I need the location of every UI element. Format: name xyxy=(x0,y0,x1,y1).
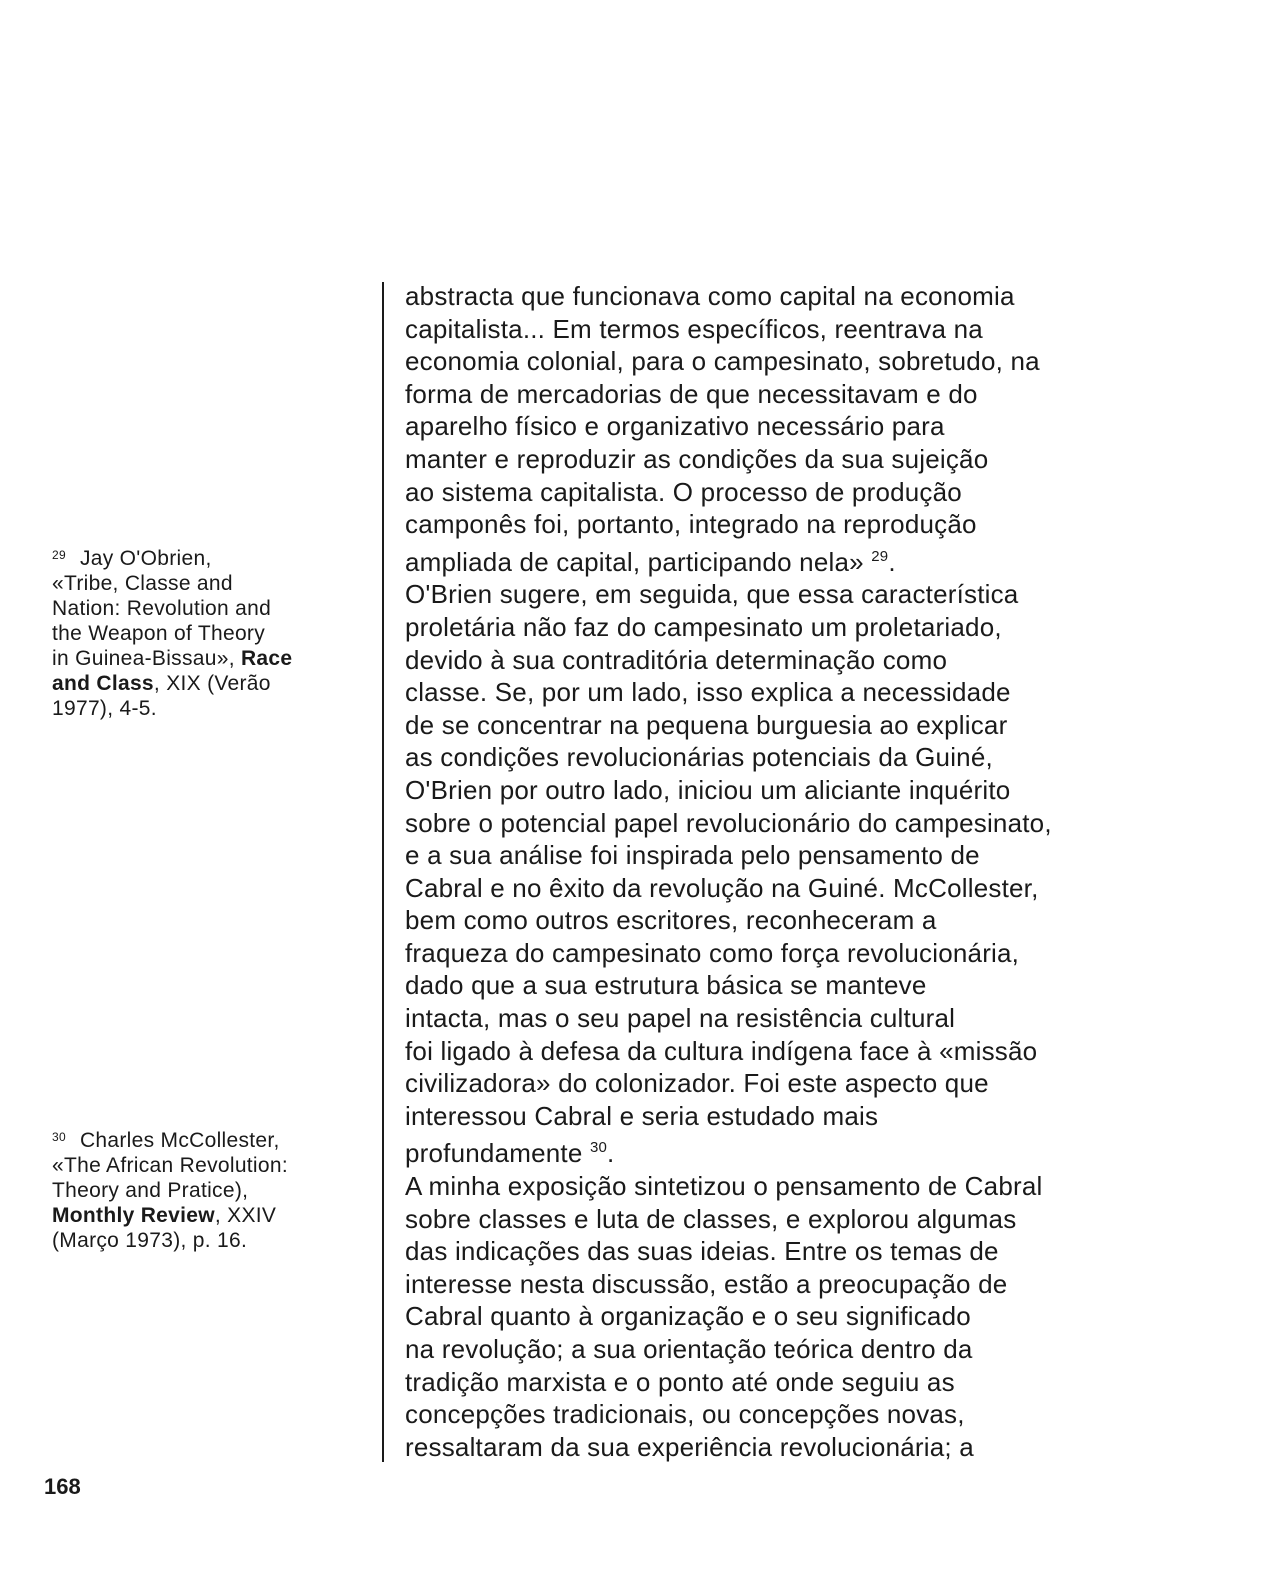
footnote-number: 30 xyxy=(52,1130,66,1144)
footnote-number: 29 xyxy=(52,548,66,562)
footnote-ref-29: 29 xyxy=(871,547,889,565)
journal-title: and Class xyxy=(52,672,154,695)
column-divider xyxy=(382,282,384,1462)
footnote-30: $^{30}$ Charles McCollester, «The African Revolution: Theory and Pratice), Monthly Review, XXIV (Março 1973), p. 16. xyxy=(52,1129,288,1252)
journal-title: Race xyxy=(240,647,293,670)
body-text: abstracta que funcionava como capital na economia capitalista... Em termos específicos, reentrava na economia colonial, para o campesinato, sobretudo, na forma de mercadorias de que necessitavam e do aparelho físico e organizativo necessário para manter e reproduzir as condições da sua sujeição ao sistema capitalista. O processo de produção camponês foi, portanto, integrado na reprodução ampliada de capital, participando nela» $^{29}$. O'Brien sugere, em seguida, que essa característica proletária não faz do campesinato um proletariado, devido à sua contraditória determinação como classe. Se, por um lado, isso explica a necessidade de se concentrar na pequena burguesia ao explicar as condições revolucionárias potenciais da Guiné, O'Brien por outro lado, iniciou um aliciante inquérito sobre o potencial papel revolucionário do campesinato, e a sua análise foi inspirada pelo pensamento de Cabral e no êxito da revolução na Guiné. McCollester, bem como outros escritores, reconheceram a fraqueza do campesinato como força revolucionária, dado que a sua estrutura básica se manteve intacta, mas o seu papel na resistência cultural foi ligado à defesa da cultura indígena face à «missão civilizadora» do colonizador. Foi este aspecto que interessou Cabral e seria estudado mais profundamente $^{30}$. A minha exposição sintetizou o pensamento de Cabral sobre classes e luta de classes, e explorou algumas das indicações das suas ideias. Entre os temas de interesse nesta discussão, estão a preocupação de Cabral quanto à organização e o seu significado na revolução; a sua orientação teórica dentro da tradição marxista e o ponto até onde seguiu as concepções tradicionais, ou concepções novas, ressaltaram da sua experiência revolucionária; a xyxy=(405,281,1052,1462)
page-number: 168 xyxy=(44,1474,81,1499)
journal-title: Monthly Review xyxy=(52,1204,215,1227)
footnote-ref-30: 30 xyxy=(589,1139,608,1157)
footnote-29: $^{29}$ Jay O'Obrien, «Tribe, Classe and Nation: Revolution and the Weapon of Theory in Guinea-Bissau», Race and Class, XIX (Verão 1977), 4-5. xyxy=(52,547,293,720)
